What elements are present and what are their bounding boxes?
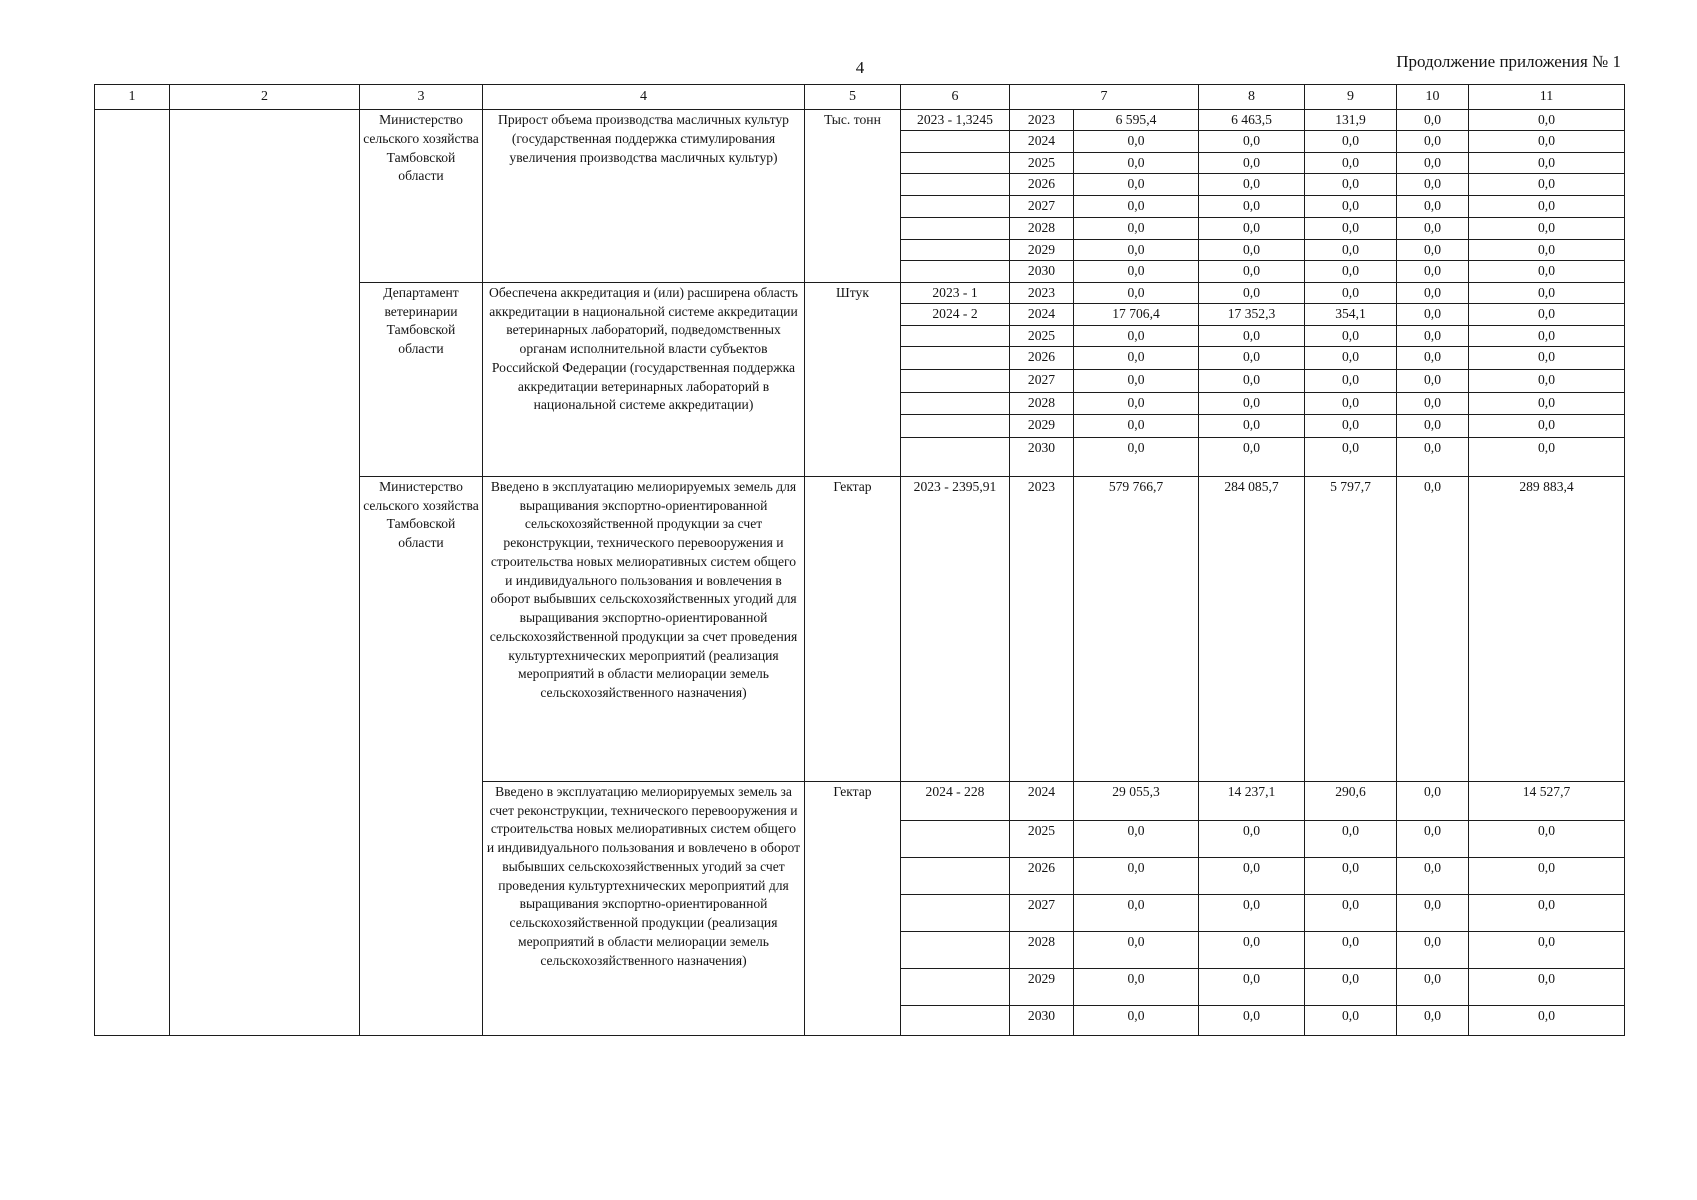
amount-c9: 0,0 (1305, 437, 1397, 476)
target-value (901, 437, 1010, 476)
year-cell: 2029 (1010, 968, 1074, 1005)
amount-c9: 0,0 (1305, 347, 1397, 370)
amount-c7: 17 706,4 (1074, 304, 1199, 325)
amount-c10: 0,0 (1397, 196, 1469, 218)
column-header: 7 (1010, 85, 1199, 110)
amount-c7: 6 595,4 (1074, 110, 1199, 131)
amount-c11: 0,0 (1469, 437, 1625, 476)
amount-c10: 0,0 (1397, 282, 1469, 303)
amount-c7: 0,0 (1074, 152, 1199, 173)
unit-of-measure: Тыс. тонн (805, 110, 901, 283)
amount-c10: 0,0 (1397, 347, 1469, 370)
amount-c8: 0,0 (1199, 370, 1305, 393)
amount-c11: 14 527,7 (1469, 781, 1625, 820)
amount-c11: 0,0 (1469, 261, 1625, 282)
amount-c9: 0,0 (1305, 239, 1397, 260)
target-value (901, 370, 1010, 393)
column-header: 2 (170, 85, 360, 110)
amount-c10: 0,0 (1397, 370, 1469, 393)
year-cell: 2023 (1010, 282, 1074, 303)
amount-c8: 0,0 (1199, 857, 1305, 894)
year-cell: 2023 (1010, 476, 1074, 781)
year-cell: 2029 (1010, 414, 1074, 437)
amount-c7: 0,0 (1074, 347, 1199, 370)
amount-c11: 0,0 (1469, 347, 1625, 370)
amount-c9: 0,0 (1305, 325, 1397, 346)
col1-cell (95, 110, 170, 1036)
amount-c10: 0,0 (1397, 857, 1469, 894)
amount-c7: 0,0 (1074, 393, 1199, 414)
year-cell: 2026 (1010, 174, 1074, 196)
amount-c9: 0,0 (1305, 196, 1397, 218)
amount-c7: 0,0 (1074, 968, 1199, 1005)
year-cell: 2025 (1010, 820, 1074, 857)
column-header: 9 (1305, 85, 1397, 110)
column-header: 11 (1469, 85, 1625, 110)
amount-c7: 579 766,7 (1074, 476, 1199, 781)
amount-c8: 0,0 (1199, 414, 1305, 437)
amount-c9: 0,0 (1305, 1005, 1397, 1035)
amount-c9: 0,0 (1305, 393, 1397, 414)
amount-c7: 0,0 (1074, 857, 1199, 894)
amount-c7: 0,0 (1074, 282, 1199, 303)
amount-c9: 0,0 (1305, 282, 1397, 303)
amount-c8: 17 352,3 (1199, 304, 1305, 325)
year-cell: 2025 (1010, 152, 1074, 173)
amount-c8: 0,0 (1199, 261, 1305, 282)
amount-c8: 0,0 (1199, 1005, 1305, 1035)
amount-c11: 0,0 (1469, 1005, 1625, 1035)
target-value (901, 131, 1010, 152)
unit-of-measure: Гектар (805, 781, 901, 1035)
indicator-description: Введено в эксплуатацию мелиорируемых земель для выращивания экспортно-ориентированной сельскохозяйственной продукции за счет реконструкции, технического перевооружения и строительства новых мелиоративных систем общего и индивидуального пользования и вовлечения в оборот выбывших сельскохозяйственных угодий для выращивания экспортно-ориентированной сельскохозяйственной продукции за счет проведения культуртехнических мероприятий (реализация мероприятий в области мелиорации земель сельскохозяйственного назначения) (483, 476, 805, 781)
year-cell: 2029 (1010, 239, 1074, 260)
amount-c10: 0,0 (1397, 1005, 1469, 1035)
target-value (901, 968, 1010, 1005)
target-value (901, 894, 1010, 931)
amount-c11: 0,0 (1469, 110, 1625, 131)
target-value: 2023 - 1,3245 (901, 110, 1010, 131)
responsible-department: Министерство сельского хозяйства Тамбовской области (360, 110, 483, 283)
amount-c9: 0,0 (1305, 820, 1397, 857)
appendix-continuation-note: Продолжение приложения № 1 (1396, 52, 1621, 71)
amount-c8: 6 463,5 (1199, 110, 1305, 131)
amount-c11: 0,0 (1469, 304, 1625, 325)
amount-c9: 131,9 (1305, 110, 1397, 131)
amount-c10: 0,0 (1397, 304, 1469, 325)
indicator-description: Введено в эксплуатацию мелиорируемых земель за счет реконструкции, технического перевооружения и строительства новых мелиоративных систем общего и индивидуального пользования и вовлечено в оборот выбывших сельскохозяйственных угодий за счет проведения культуртехнических мероприятий для выращивания экспортно-ориентированной сельскохозяйственной продукции (реализация мероприятий в области мелиорации земель сельскохозяйственного назначения) (483, 781, 805, 1035)
amount-c10: 0,0 (1397, 931, 1469, 968)
appendix-table (94, 84, 1625, 1036)
amount-c9: 0,0 (1305, 174, 1397, 196)
target-value (901, 261, 1010, 282)
amount-c8: 14 237,1 (1199, 781, 1305, 820)
amount-c8: 0,0 (1199, 393, 1305, 414)
target-value (901, 414, 1010, 437)
amount-c10: 0,0 (1397, 325, 1469, 346)
amount-c7: 0,0 (1074, 239, 1199, 260)
amount-c10: 0,0 (1397, 476, 1469, 781)
amount-c10: 0,0 (1397, 239, 1469, 260)
year-cell: 2028 (1010, 931, 1074, 968)
amount-c9: 0,0 (1305, 218, 1397, 239)
table-row (95, 110, 1625, 131)
amount-c10: 0,0 (1397, 968, 1469, 1005)
amount-c7: 0,0 (1074, 1005, 1199, 1035)
year-cell: 2024 (1010, 781, 1074, 820)
indicator-description: Прирост объема производства масличных культур (государственная поддержка стимулирования увеличения производства масличных культур) (483, 110, 805, 283)
responsible-department: Департамент ветеринарии Тамбовской области (360, 282, 483, 476)
year-cell: 2023 (1010, 110, 1074, 131)
amount-c8: 0,0 (1199, 282, 1305, 303)
amount-c8: 0,0 (1199, 437, 1305, 476)
amount-c8: 0,0 (1199, 196, 1305, 218)
amount-c11: 0,0 (1469, 857, 1625, 894)
amount-c8: 0,0 (1199, 218, 1305, 239)
amount-c8: 0,0 (1199, 239, 1305, 260)
column-header: 1 (95, 85, 170, 110)
amount-c10: 0,0 (1397, 131, 1469, 152)
target-value (901, 1005, 1010, 1035)
amount-c8: 0,0 (1199, 894, 1305, 931)
column-header: 4 (483, 85, 805, 110)
amount-c10: 0,0 (1397, 781, 1469, 820)
amount-c9: 0,0 (1305, 857, 1397, 894)
target-value (901, 931, 1010, 968)
target-value (901, 325, 1010, 346)
amount-c7: 0,0 (1074, 196, 1199, 218)
year-cell: 2030 (1010, 261, 1074, 282)
amount-c7: 0,0 (1074, 894, 1199, 931)
amount-c8: 0,0 (1199, 347, 1305, 370)
amount-c9: 354,1 (1305, 304, 1397, 325)
amount-c9: 0,0 (1305, 414, 1397, 437)
year-cell: 2024 (1010, 304, 1074, 325)
amount-c10: 0,0 (1397, 414, 1469, 437)
amount-c10: 0,0 (1397, 218, 1469, 239)
amount-c8: 0,0 (1199, 820, 1305, 857)
amount-c11: 0,0 (1469, 174, 1625, 196)
target-value (901, 196, 1010, 218)
amount-c7: 0,0 (1074, 174, 1199, 196)
amount-c11: 0,0 (1469, 370, 1625, 393)
indicator-description: Обеспечена аккредитация и (или) расширена область аккредитации в национальной системе аккредитации ветеринарных лабораторий, подведомственных органам исполнительной власти субъектов Российской Федерации (государственная поддержка аккредитации ветеринарных лабораторий в национальной системе аккредитации) (483, 282, 805, 476)
target-value (901, 857, 1010, 894)
amount-c11: 0,0 (1469, 968, 1625, 1005)
responsible-department: Министерство сельского хозяйства Тамбовской области (360, 476, 483, 1035)
amount-c7: 0,0 (1074, 261, 1199, 282)
amount-c10: 0,0 (1397, 894, 1469, 931)
amount-c11: 0,0 (1469, 414, 1625, 437)
column-number-row (95, 85, 1625, 110)
amount-c9: 0,0 (1305, 131, 1397, 152)
column-header: 5 (805, 85, 901, 110)
amount-c11: 0,0 (1469, 196, 1625, 218)
amount-c11: 0,0 (1469, 393, 1625, 414)
col2-cell (170, 110, 360, 1036)
amount-c8: 0,0 (1199, 174, 1305, 196)
column-header: 3 (360, 85, 483, 110)
amount-c11: 0,0 (1469, 820, 1625, 857)
target-value (901, 152, 1010, 173)
amount-c10: 0,0 (1397, 261, 1469, 282)
column-header: 10 (1397, 85, 1469, 110)
year-cell: 2028 (1010, 393, 1074, 414)
target-value: 2023 - 2395,91 (901, 476, 1010, 781)
amount-c10: 0,0 (1397, 393, 1469, 414)
target-value (901, 174, 1010, 196)
amount-c8: 0,0 (1199, 152, 1305, 173)
target-value (901, 393, 1010, 414)
year-cell: 2027 (1010, 196, 1074, 218)
amount-c11: 0,0 (1469, 325, 1625, 346)
amount-c11: 0,0 (1469, 131, 1625, 152)
target-value: 2024 - 228 (901, 781, 1010, 820)
amount-c8: 0,0 (1199, 325, 1305, 346)
year-cell: 2026 (1010, 857, 1074, 894)
amount-c7: 0,0 (1074, 820, 1199, 857)
amount-c10: 0,0 (1397, 820, 1469, 857)
year-cell: 2027 (1010, 894, 1074, 931)
amount-c10: 0,0 (1397, 437, 1469, 476)
amount-c9: 290,6 (1305, 781, 1397, 820)
amount-c9: 0,0 (1305, 894, 1397, 931)
amount-c11: 289 883,4 (1469, 476, 1625, 781)
target-value (901, 239, 1010, 260)
year-cell: 2025 (1010, 325, 1074, 346)
year-cell: 2028 (1010, 218, 1074, 239)
target-value (901, 820, 1010, 857)
amount-c7: 0,0 (1074, 218, 1199, 239)
amount-c9: 0,0 (1305, 931, 1397, 968)
amount-c11: 0,0 (1469, 239, 1625, 260)
unit-of-measure: Гектар (805, 476, 901, 781)
target-value (901, 347, 1010, 370)
amount-c11: 0,0 (1469, 282, 1625, 303)
target-value: 2024 - 2 (901, 304, 1010, 325)
target-value: 2023 - 1 (901, 282, 1010, 303)
amount-c7: 0,0 (1074, 325, 1199, 346)
amount-c11: 0,0 (1469, 218, 1625, 239)
amount-c8: 0,0 (1199, 968, 1305, 1005)
year-cell: 2024 (1010, 131, 1074, 152)
year-cell: 2030 (1010, 437, 1074, 476)
unit-of-measure: Штук (805, 282, 901, 476)
target-value (901, 218, 1010, 239)
amount-c11: 0,0 (1469, 152, 1625, 173)
amount-c11: 0,0 (1469, 931, 1625, 968)
amount-c9: 5 797,7 (1305, 476, 1397, 781)
column-header: 6 (901, 85, 1010, 110)
amount-c9: 0,0 (1305, 152, 1397, 173)
amount-c9: 0,0 (1305, 261, 1397, 282)
amount-c7: 0,0 (1074, 414, 1199, 437)
amount-c7: 0,0 (1074, 931, 1199, 968)
amount-c8: 284 085,7 (1199, 476, 1305, 781)
amount-c10: 0,0 (1397, 152, 1469, 173)
amount-c10: 0,0 (1397, 110, 1469, 131)
amount-c8: 0,0 (1199, 931, 1305, 968)
amount-c8: 0,0 (1199, 131, 1305, 152)
amount-c7: 0,0 (1074, 370, 1199, 393)
year-cell: 2030 (1010, 1005, 1074, 1035)
amount-c9: 0,0 (1305, 370, 1397, 393)
amount-c10: 0,0 (1397, 174, 1469, 196)
amount-c7: 0,0 (1074, 131, 1199, 152)
amount-c9: 0,0 (1305, 968, 1397, 1005)
amount-c7: 29 055,3 (1074, 781, 1199, 820)
amount-c11: 0,0 (1469, 894, 1625, 931)
year-cell: 2027 (1010, 370, 1074, 393)
amount-c7: 0,0 (1074, 437, 1199, 476)
year-cell: 2026 (1010, 347, 1074, 370)
column-header: 8 (1199, 85, 1305, 110)
page-number: 4 (855, 58, 865, 77)
